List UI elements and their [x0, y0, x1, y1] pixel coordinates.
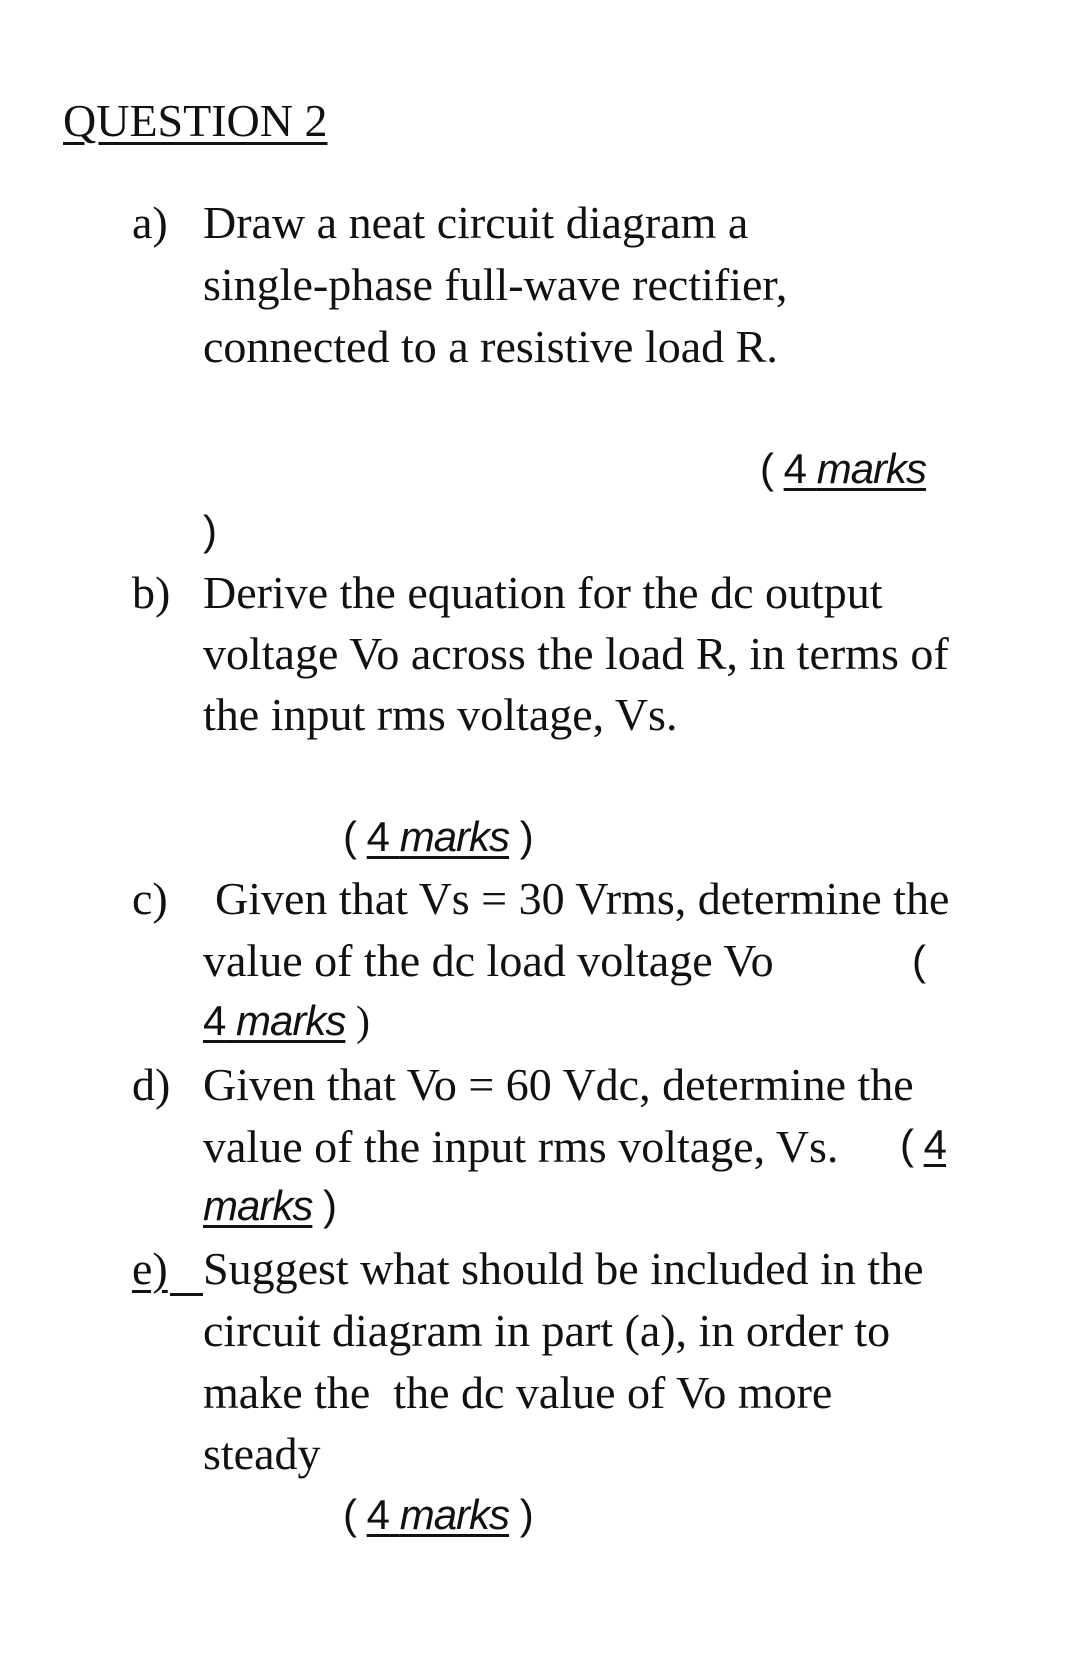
part-b-marks: [343, 813, 533, 860]
marks-word: marks: [203, 1182, 313, 1229]
part-e-line-2: circuit diagram in part (a), in order to: [203, 1305, 891, 1356]
part-c-label: c): [132, 873, 168, 924]
part-b-label: b): [132, 567, 171, 618]
part-c-marks-open: (: [912, 937, 925, 984]
part-c-line-2: value of the dc load voltage Vo: [203, 935, 774, 986]
marks-word: marks: [236, 997, 346, 1044]
part-c-line-1: Given that Vs = 30 Vrms, determine the: [215, 873, 950, 924]
marks-word: marks: [816, 445, 927, 492]
part-d-line-1: Given that Vo = 60 Vdc, determine the: [203, 1059, 914, 1110]
part-d-marks: [203, 1182, 337, 1229]
part-e-label-underline: [170, 1293, 203, 1296]
marks-value: 4: [923, 1121, 947, 1168]
marks-close-paren: ): [519, 1491, 533, 1538]
question-heading: QUESTION 2: [63, 95, 328, 146]
part-d-line-2: value of the input rms voltage, Vs.: [203, 1121, 839, 1172]
marks-value: 4: [783, 445, 807, 492]
part-a-line-1: Draw a neat circuit diagram a: [203, 197, 749, 248]
marks-close-paren: ): [356, 999, 370, 1045]
part-a-marks: [760, 445, 927, 492]
marks-open-paren: (: [760, 445, 773, 492]
marks-value: 4: [203, 997, 226, 1044]
marks-close-paren: ): [519, 813, 533, 860]
marks-value: 4: [366, 1491, 390, 1538]
part-e-label: e): [132, 1243, 168, 1294]
part-e-line-1: Suggest what should be included in the: [203, 1243, 924, 1294]
part-b-line-2: voltage Vo across the load R, in terms of: [203, 628, 949, 679]
part-a-label: a): [132, 197, 168, 248]
marks-word: marks: [399, 813, 510, 860]
part-a-line-2: single-phase full-wave rectifier,: [203, 259, 788, 310]
part-d-marks-open: [900, 1121, 947, 1168]
part-e-line-4: steady: [203, 1428, 321, 1479]
part-c-marks: [203, 997, 370, 1045]
part-e-line-3: make the the dc value of Vo more: [203, 1367, 833, 1418]
marks-open-paren: (: [343, 813, 356, 860]
part-d-label: d): [132, 1059, 171, 1110]
part-b-line-3: the input rms voltage, Vs.: [203, 689, 678, 740]
part-b-line-1: Derive the equation for the dc output: [203, 567, 883, 618]
part-e-marks: [343, 1491, 533, 1538]
marks-value: 4: [366, 813, 390, 860]
marks-open-paren: (: [900, 1121, 913, 1168]
marks-open-paren: (: [343, 1491, 356, 1538]
marks-word: marks: [399, 1491, 510, 1538]
part-a-marks-close: ): [203, 507, 216, 554]
marks-close-paren: ): [323, 1182, 337, 1229]
part-a-line-3: connected to a resistive load R.: [203, 321, 778, 372]
